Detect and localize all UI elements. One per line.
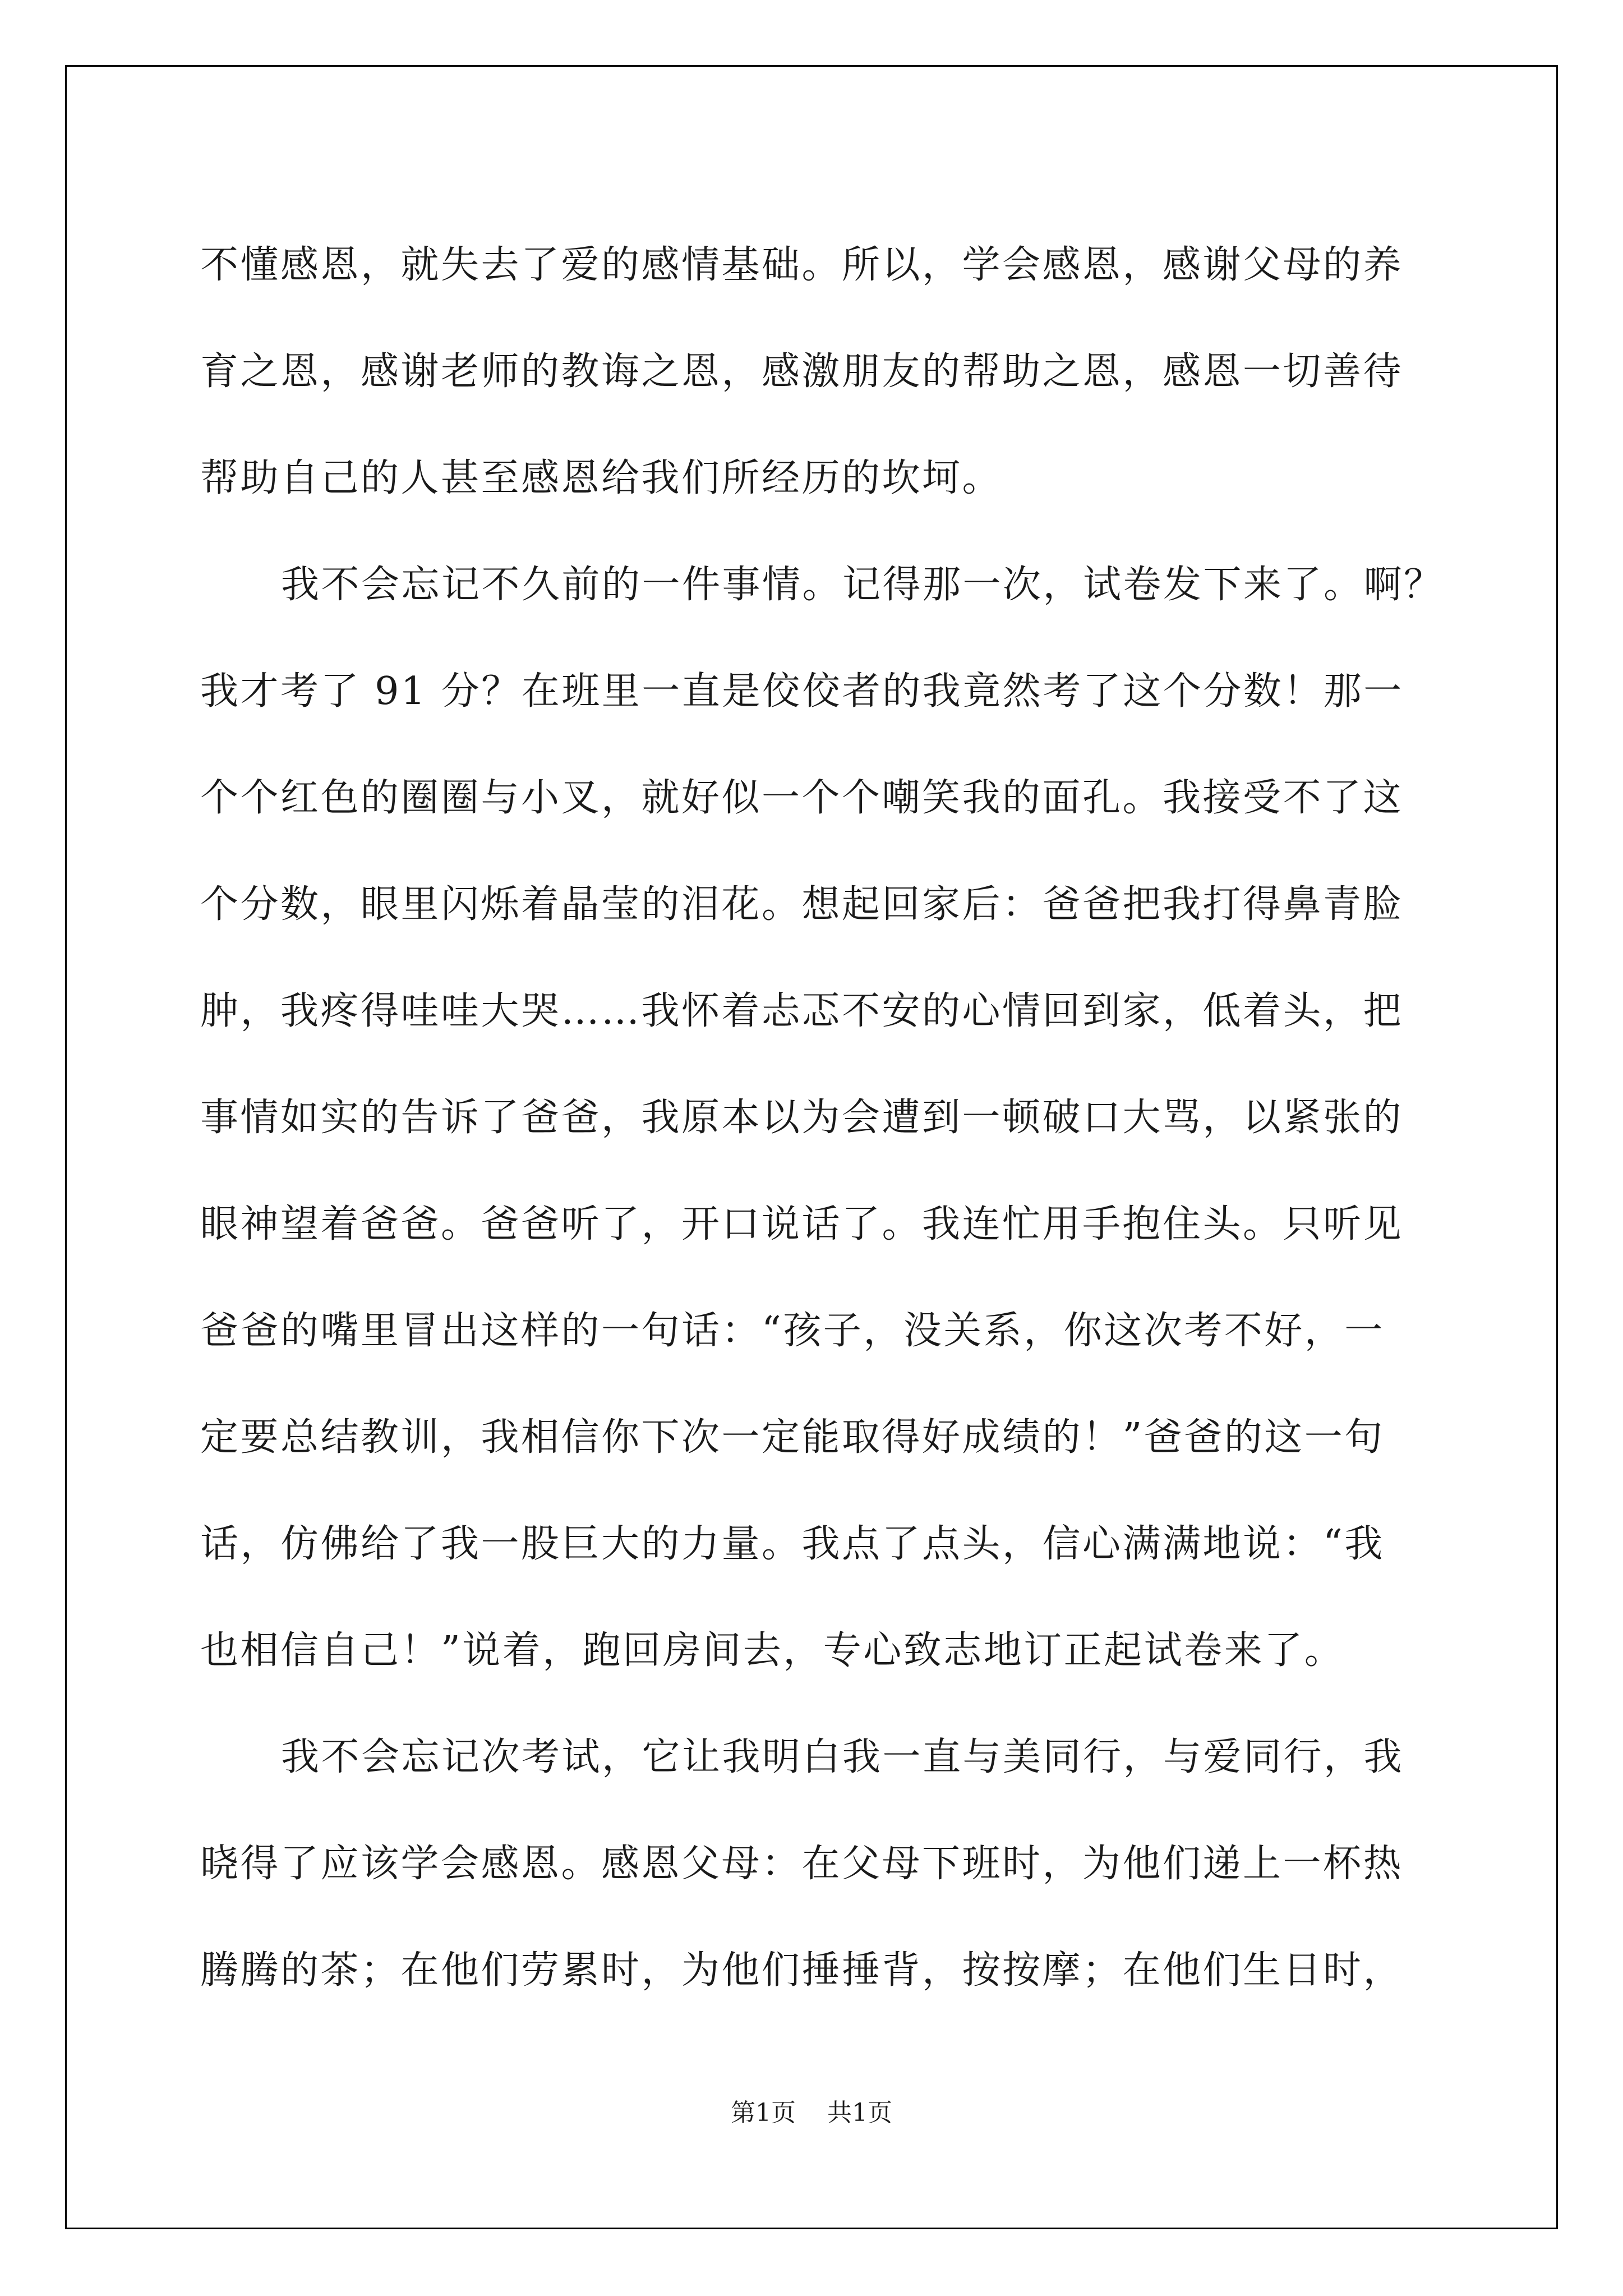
text-line: 个分数，眼里闪烁着晶莹的泪花。想起回家后：爸爸把我打得鼻青脸 [200, 882, 1404, 927]
text-line: 话，仿佛给了我一股巨大的力量。我点了点头，信心满满地说：“我 [200, 1522, 1385, 1566]
paragraph-start-line: 我不会忘记不久前的一件事情。记得那一次，试卷发下来了。啊？ [281, 563, 1444, 607]
page-footer [0, 2092, 1623, 2128]
text-line: 腾腾的茶；在他们劳累时，为他们捶捶背，按按摩；在他们生日时， [200, 1948, 1404, 1993]
text-line: 定要总结教训，我相信你下次一定能取得好成绩的！”爸爸的这一句 [200, 1415, 1385, 1460]
text-line: 也相信自己！”说着，跑回房间去，专心致志地订正起试卷来了。 [200, 1628, 1345, 1673]
text-line: 帮助自己的人甚至感恩给我们所经历的坎坷。 [200, 456, 1003, 500]
text-line: 不懂感恩，就失去了爱的感情基础。所以，学会感恩，感谢父母的养 [200, 243, 1404, 287]
text-line: 事情如实的告诉了爸爸，我原本以为会遭到一顿破口大骂，以紧张的 [200, 1096, 1404, 1140]
text-line: 育之恩，感谢老师的教诲之恩，感激朋友的帮助之恩，感恩一切善待 [200, 349, 1404, 394]
text-line: 眼神望着爸爸。爸爸听了，开口说话了。我连忙用手抱住头。只听见 [200, 1202, 1404, 1246]
text-line: 爸爸的嘴里冒出这样的一句话：“孩子，没关系，你这次考不好，一 [200, 1309, 1385, 1353]
page-number: 第1页 [731, 2099, 796, 2127]
text-line: 我才考了 91 分？在班里一直是佼佼者的我竟然考了这个分数！那一 [200, 669, 1404, 714]
page-total: 共1页 [827, 2099, 892, 2127]
text-line: 晓得了应该学会感恩。感恩父母：在父母下班时，为他们递上一杯热 [200, 1842, 1404, 1886]
text-line: 个个红色的圈圈与小叉，就好似一个个嘲笑我的面孔。我接受不了这 [200, 776, 1404, 820]
paragraph-start-line: 我不会忘记次考试，它让我明白我一直与美同行，与爱同行，我 [281, 1735, 1404, 1779]
document-body [200, 212, 1444, 2024]
text-line: 肿，我疼得哇哇大哭……我怀着忐忑不安的心情回到家，低着头，把 [200, 989, 1404, 1033]
